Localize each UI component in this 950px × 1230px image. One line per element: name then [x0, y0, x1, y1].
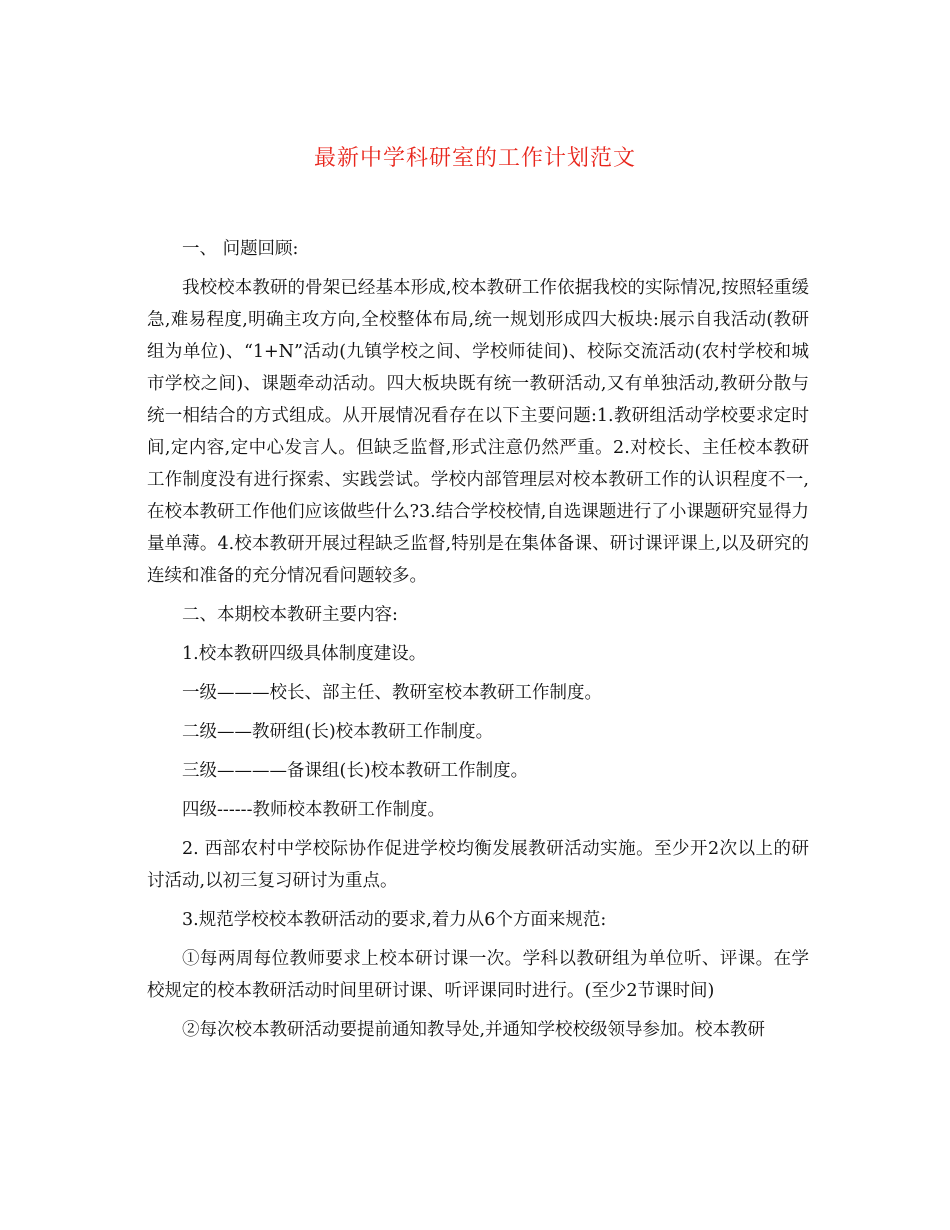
paragraph-level-3: 三级————备课组(长)校本教研工作制度。	[182, 761, 529, 781]
document-body	[147, 233, 809, 1053]
paragraph-item-1: 1.校本教研四级具体制度建设。	[182, 644, 427, 664]
paragraph-section-2-heading: 二、本期校本教研主要内容:	[182, 605, 398, 625]
document-title: 最新中学科研室的工作计划范文	[313, 146, 636, 171]
paragraph-item-2: 2. 西部农村中学校际协作促进学校均衡发展教研活动实施。至少开2次以上的研讨活动,以初三复习研讨为重点。	[147, 839, 809, 891]
paragraph-level-2: 二级——教研组(长)校本教研工作制度。	[182, 722, 494, 742]
paragraph-rule-1: ①每两周每位教师要求上校本研讨课一次。学科以教研组为单位听、评课。在学校规定的校本教研活动时间里研讨课、听评课同时进行。(至少2节课时间)	[147, 949, 809, 1001]
paragraph-rule-2: ②每次校本教研活动要提前通知教导处,并通知学校校级领导参加。校本教研	[182, 1020, 766, 1040]
paragraph-level-1: 一级———校长、部主任、教研室校本教研工作制度。	[182, 683, 602, 703]
paragraph-section-1-heading: 一、 问题回顾:	[182, 239, 299, 259]
paragraph-item-3: 3.规范学校校本教研活动的要求,着力从6个方面来规范:	[182, 910, 607, 930]
paragraph-problem-review: 我校校本教研的骨架已经基本形成,校本教研工作依据我校的实际情况,按照轻重缓急,难易程度,明确主攻方向,全校整体布局,统一规划形成四大板块:展示自我活动(教研组为单位)、“1+N”活动(九镇学校之间、学校师徒间)、校际交流活动(农村学校和城市学校之间)、课题牵动活动。四大板块既有统一教研活动,又有单独活动,教研分散与统一相结合的方式组成。从开展情况看存在以下主要问题:1.教研组活动学校要求定时间,定内容,定中心发言人。但缺乏监督,形式注意仍然严重。2.对校长、主任校本教研工作制度没有进行探索、实践尝试。学校内部管理层对校本教研工作的认识程度不一,在校本教研工作他们应该做些什么?3.结合学校校情,自选课题进行了小课题研究显得力量单薄。4.校本教研开展过程缺乏监督,特别是在集体备课、研讨课评课上,以及研究的连续和准备的充分情况看问题较多。	[147, 278, 809, 586]
paragraph-level-4: 四级------教师校本教研工作制度。	[182, 800, 445, 820]
